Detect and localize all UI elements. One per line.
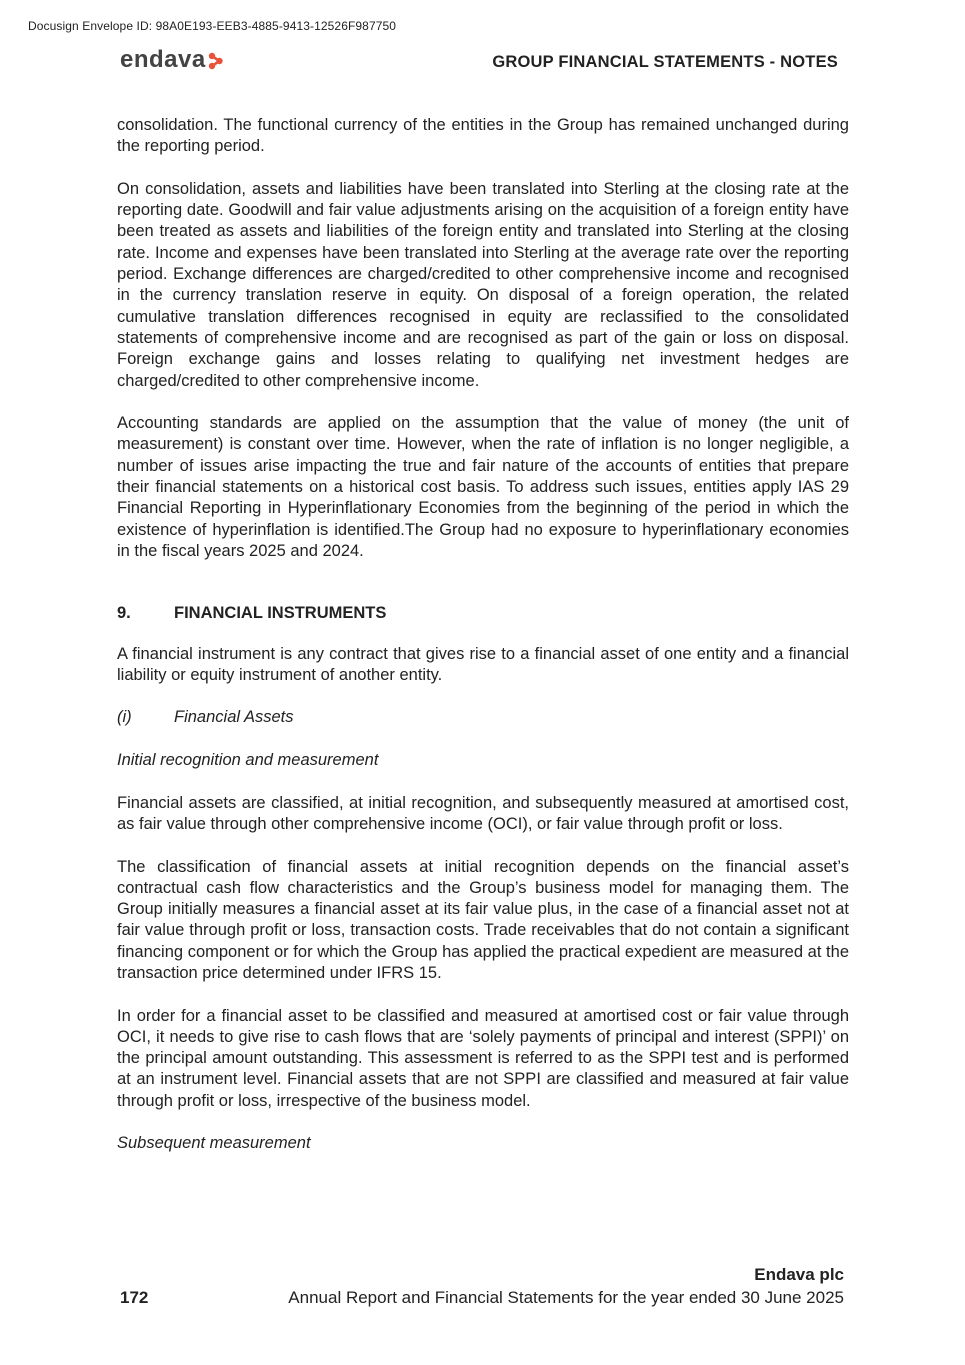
footer-company: Endava plc [754, 1265, 844, 1284]
header-title: GROUP FINANCIAL STATEMENTS - NOTES [492, 53, 838, 71]
paragraph-translation: On consolidation, assets and liabilities have been translated into Sterling at the closing rate at the reporting date. Goodwill and fair value adjustments arising on the acquisition of a foreign entity have been treated as assets and liabilities of the foreign entity and translated into Sterling at the closing rate. Income and expenses have been translated into Sterling at the average rate over the reporting period. Exchange differences are charged/credited to other comprehensive income and recognised in the currency translation reserve in equity. On disposal of a foreign operation, the related cumulative translation differences recognised in equity are reclassified to the consolidated statements of comprehensive income and are recognised as part of the gain or loss on disposal. Foreign exchange gains and losses relating to qualifying net investment hedges are charged/credited to other comprehensive income. [117, 179, 849, 390]
logo-text: endava [120, 46, 206, 73]
paragraph-consolidation: consolidation. The functional currency of the entities in the Group has remained unchanged during the reporting period. [117, 116, 849, 156]
endava-logo [120, 46, 224, 74]
page-content [117, 115, 849, 1176]
sub-heading-financial-assets [117, 707, 849, 728]
section-number: 9. [117, 604, 131, 623]
footer-report-title: Annual Report and Financial Statements for the year ended 30 June 2025 [288, 1288, 844, 1307]
sub-heading-number: (i) [117, 708, 132, 727]
section-heading [117, 603, 849, 624]
paragraph-definition: A financial instrument is any contract that gives rise to a financial asset of one entity and a financial liability or equity instrument of another entity. [117, 644, 849, 684]
paragraph-sppi: In order for a financial asset to be classified and measured at amortised cost or fair value through OCI, it needs to give rise to cash flows that are ‘solely payments of principal and interest (SPPI)’ on the principal amount outstanding. This assessment is referred to as the SPPI test and is performed at an instrument level. Financial assets that are not SPPI are classified and measured at fair value through profit or loss, irrespective of the business model. [117, 1006, 849, 1110]
logo-mark-icon [208, 52, 224, 70]
envelope-id: Docusign Envelope ID: 98A0E193-EEB3-4885-9413-12526F987750 [28, 19, 397, 33]
paragraph-classification: Financial assets are classified, at initial recognition, and subsequently measured at amortised cost, as fair value through other comprehensive income (OCI), or fair value through profit or loss. [117, 793, 849, 833]
heading-subsequent-measurement: Subsequent measurement [117, 1134, 311, 1153]
paragraph-business-model: The classification of financial assets at initial recognition depends on the financial asset’s contractual cash flow characteristics and the Group’s business model for managing them. The Group initially measures a financial asset at its fair value plus, in the case of a financial asset not at fair value through profit or loss, transaction costs. Trade receivables that do not contain a significant financing component or for which the Group has applied the practical expedient are measured at the transaction price determined under IFRS 15. [117, 857, 849, 982]
sub-heading-title: Financial Assets [174, 708, 294, 727]
page-number: 172 [120, 1288, 149, 1307]
paragraph-hyperinflation: Accounting standards are applied on the assumption that the value of money (the unit of measurement) is constant over time. However, when the rate of inflation is no longer negligible, a number of issues arise impacting the true and fair nature of the accounts of entities that prepare their financial statements on a historical cost basis. To address such issues, entities apply IAS 29 Financial Reporting in Hyperinflationary Economies from the beginning of the period in which the existence of hyperinflation is identified.The Group had no exposure to hyperinflationary economies in the fiscal years 2025 and 2024. [117, 414, 849, 560]
section-title: FINANCIAL INSTRUMENTS [174, 604, 387, 623]
heading-initial-recognition: Initial recognition and measurement [117, 751, 379, 770]
